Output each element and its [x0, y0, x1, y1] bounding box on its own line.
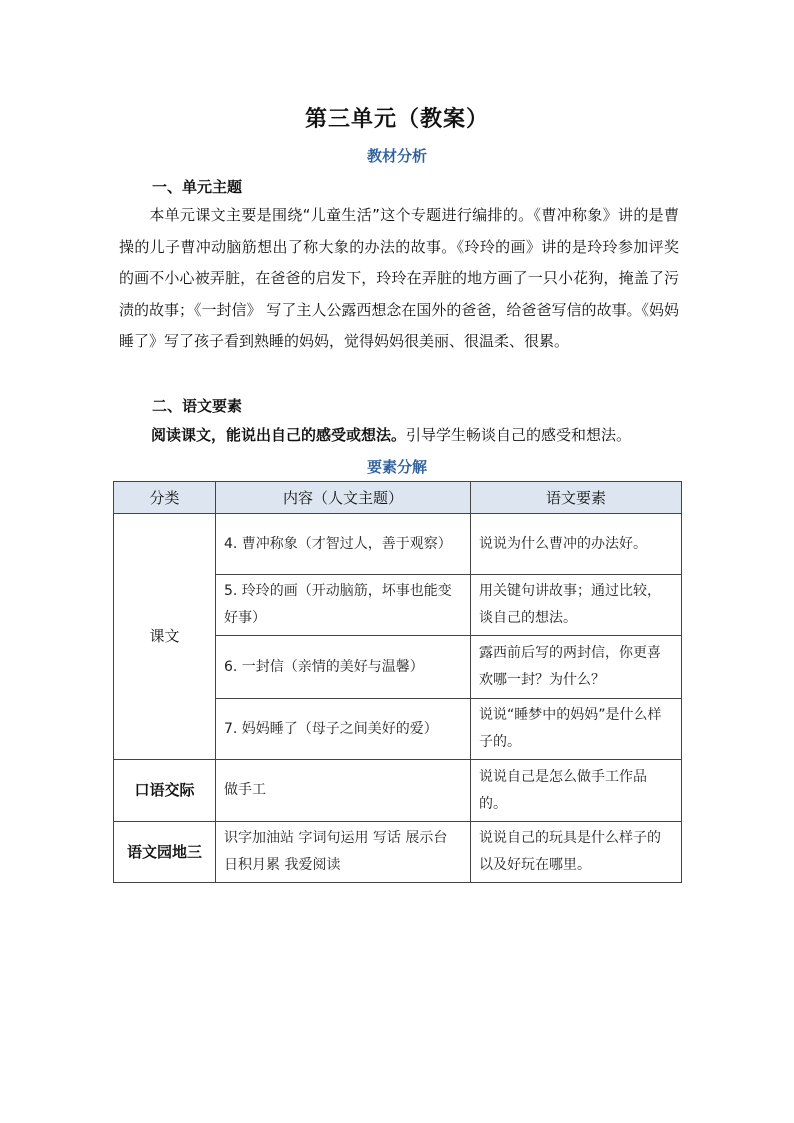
table-row [114, 822, 682, 883]
lesson-content: 6. 一封信（亲情的美好与温馨） [216, 636, 471, 699]
language-elements-normal: 引导学生畅谈自己的感受和想法。 [406, 426, 632, 444]
category-garden: 语文园地三 [114, 822, 216, 883]
garden-element: 说说自己的玩具是什么样子的以及好玩在哪里。 [471, 822, 682, 883]
category-lessons: 课文 [114, 514, 216, 760]
garden-content: 识字加油站 字词句运用 写话 展示台 日积月累 我爱阅读 [216, 822, 471, 883]
lesson-element: 露西前后写的两封信，你更喜欢哪一封？为什么？ [471, 636, 682, 699]
table-row [114, 760, 682, 822]
elements-table [113, 481, 682, 883]
header-content: 内容（人文主题） [216, 482, 471, 514]
lesson-element: 说说为什么曹冲的办法好。 [471, 514, 682, 575]
lesson-content: 5. 玲玲的画（开动脑筋，坏事也能变好事） [216, 575, 471, 636]
lesson-element: 用关键句讲故事；通过比较，谈自己的想法。 [471, 575, 682, 636]
heading-language-elements: 二、语文要素 [152, 397, 243, 415]
language-elements-bold: 阅读课文，能说出自己的感受或想法。 [151, 426, 407, 444]
table-title: 要素分解 [366, 458, 427, 476]
section-subtitle: 教材分析 [366, 147, 427, 165]
lesson-content: 4. 曹冲称象（才智过人，善于观察） [216, 514, 471, 575]
table-row [114, 514, 682, 575]
oral-content: 做手工 [216, 760, 471, 822]
oral-element: 说说自己是怎么做手工作品的。 [471, 760, 682, 822]
category-oral: 口语交际 [114, 760, 216, 822]
language-elements-line [151, 424, 631, 445]
unit-theme-text: 本单元课文主要是围绕“儿童生活”这个专题进行编排的。《曹冲称象》讲的是曹操的儿子曹冲动脑筋想出了称大象的办法的故事。《玲玲的画》讲的是玲玲参加评奖的画不小心被弄脏，在爸爸的启发下，玲玲在弄脏的地方画了一只小花狗，掩盖了污渍的故事；《一封信》 写了主人公露西想念在国外的爸爸，给爸爸写信的故事。《妈妈睡了》写了孩子看到熟睡的妈妈，觉得妈妈很美丽、很温柔、很累。 [119, 206, 679, 350]
lesson-element: 说说“睡梦中的妈妈”是什么样子的。 [471, 699, 682, 760]
header-element: 语文要素 [471, 482, 682, 514]
page-title: 第三单元（教案） [304, 107, 489, 132]
lesson-content: 7. 妈妈睡了（母子之间美好的爱） [216, 699, 471, 760]
unit-theme-paragraph [119, 200, 679, 358]
heading-unit-theme: 一、单元主题 [152, 178, 243, 196]
table-header-row [114, 482, 682, 514]
header-category: 分类 [114, 482, 216, 514]
